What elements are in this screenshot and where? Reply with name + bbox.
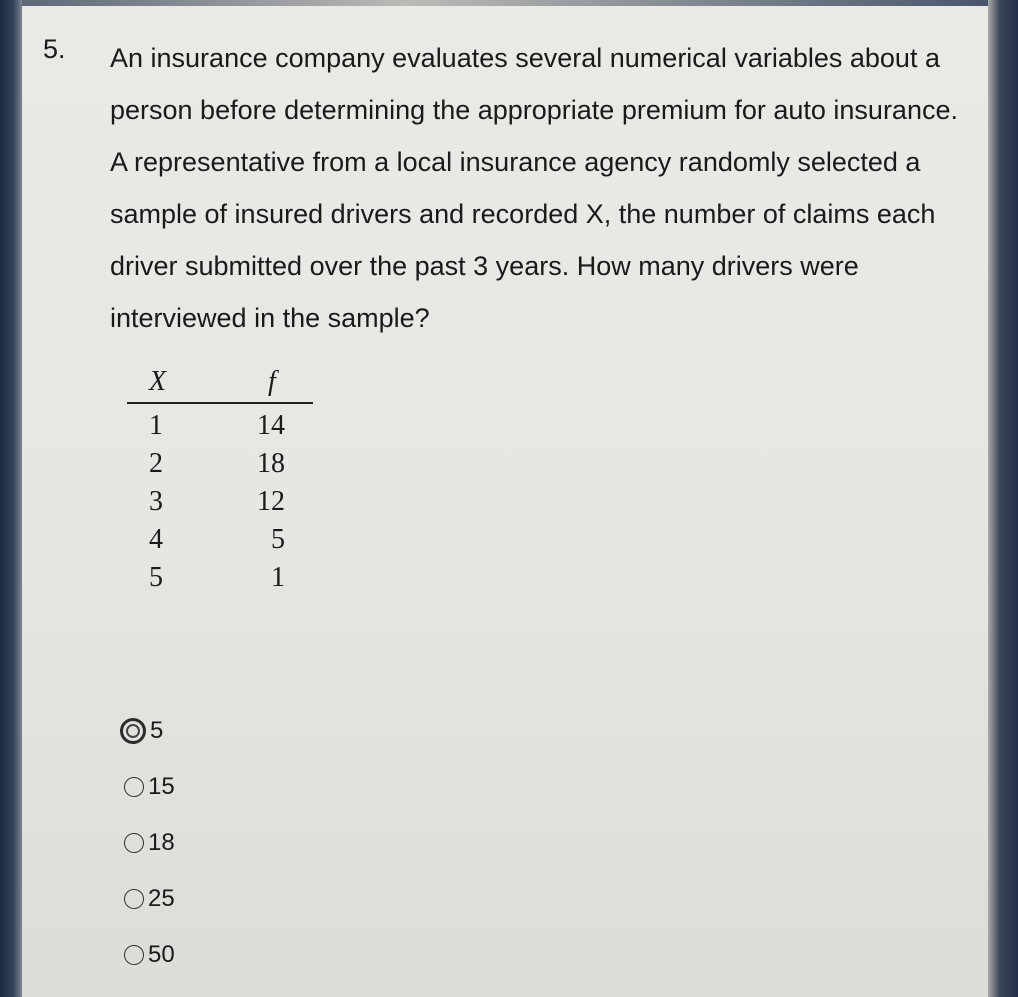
- table-header: [127, 366, 313, 404]
- option-label: 50: [148, 941, 175, 968]
- radio-button[interactable]: [124, 833, 144, 853]
- cell-f: 14: [257, 410, 285, 441]
- header-x: X: [149, 366, 167, 397]
- option-label: 15: [148, 773, 175, 800]
- answer-option-5[interactable]: [118, 703, 175, 759]
- table-row: [127, 518, 313, 556]
- cell-x: 3: [149, 486, 163, 517]
- cell-f: 1: [271, 562, 285, 593]
- frequency-table: [127, 366, 313, 594]
- answer-option-15[interactable]: [118, 759, 175, 815]
- screen-bezel-right: [988, 0, 1018, 997]
- answer-option-50[interactable]: [118, 927, 175, 983]
- table-row: [127, 556, 313, 594]
- cell-x: 2: [149, 448, 163, 479]
- option-label: 5: [150, 717, 164, 744]
- header-f: f: [268, 366, 276, 397]
- screen-bezel-left: [0, 0, 22, 997]
- cell-f: 5: [271, 524, 285, 555]
- radio-button-selected[interactable]: [120, 718, 146, 744]
- answer-option-18[interactable]: [118, 815, 175, 871]
- question-number: 5.: [43, 34, 66, 64]
- table-row: [127, 442, 313, 480]
- table-row: [127, 480, 313, 518]
- cell-x: 5: [149, 562, 163, 593]
- table-row: [127, 404, 313, 442]
- answer-options: [118, 703, 175, 983]
- option-label: 25: [148, 885, 175, 912]
- cell-f: 18: [257, 448, 285, 479]
- question-text: An insurance company evaluates several numerical variables about a person before determining the appropriate premium for auto insurance. A representative from a local insurance agency randomly selected a sample of insured drivers and recorded X, the number of claims each driver submitted over the past 3 years. How many drivers were interviewed in the sample?: [110, 43, 958, 333]
- cell-f: 12: [257, 486, 285, 517]
- answer-option-25[interactable]: [118, 871, 175, 927]
- radio-button[interactable]: [124, 777, 144, 797]
- cell-x: 1: [149, 410, 163, 441]
- radio-button[interactable]: [124, 889, 144, 909]
- cell-x: 4: [149, 524, 163, 555]
- option-label: 18: [148, 829, 175, 856]
- radio-button[interactable]: [124, 945, 144, 965]
